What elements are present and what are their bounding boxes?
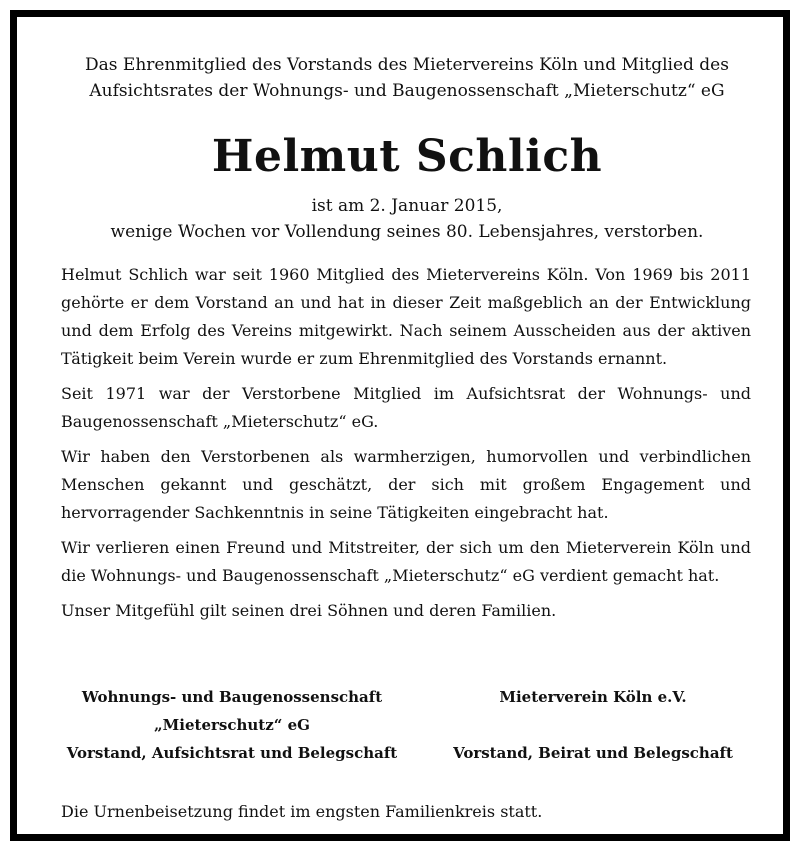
- intro-text: [57, 52, 757, 104]
- signature-cooperative-name: Wohnungs- und Baugenossenschaft: [81, 688, 383, 706]
- death-date-line: ist am 2. Januar 2015,: [311, 196, 503, 216]
- obituary-body: [61, 261, 751, 632]
- signature-tenants-association-name: Mieterverein Köln e.V.: [499, 688, 687, 706]
- death-detail-line: wenige Wochen vor Vollendung seines 80. Lebensjahres, verstorben.: [110, 222, 704, 242]
- paragraph-condolences: Unser Mitgefühl gilt seinen drei Söhnen und deren Familien.: [61, 601, 557, 620]
- signature-cooperative-members: Vorstand, Aufsichtsrat und Belegschaft: [66, 744, 398, 762]
- death-notice: [57, 193, 757, 245]
- paragraph-loss: Wir verlieren einen Freund und Mitstreiter, der sich um den Mieterverein Köln und die Wohnungs- und Baugenossenschaft „Mieterschutz“ eG verdient gemacht hat.: [61, 538, 751, 585]
- intro-line-1: Das Ehrenmitglied des Vorstands des Mietervereins Köln und Mitglied des: [85, 55, 729, 75]
- burial-note-text: Die Urnenbeisetzung findet im engsten Familienkreis statt.: [61, 802, 543, 821]
- paragraph-biography: Helmut Schlich war seit 1960 Mitglied des Mietervereins Köln. Von 1969 bis 2011 gehörte er dem Vorstand an und hat in dieser Zeit maßgeblich an der Entwicklung und dem Erfolg des Vereins mitgewirkt. Nach seinem Ausscheiden aus der aktiven Tätigkeit beim Verein wurde er zum Ehrenmitglied des Vorstands ernannt.: [61, 265, 751, 368]
- obituary-notice: [10, 10, 790, 841]
- signature-tenants-association-members: Vorstand, Beirat und Belegschaft: [453, 744, 733, 762]
- paragraph-supervisory-board: Seit 1971 war der Verstorbene Mitglied im Aufsichtsrat der Wohnungs- und Baugenossenschaft „Mieterschutz“ eG.: [61, 384, 751, 431]
- signature-cooperative-name-2: „Mieterschutz“ eG: [154, 716, 310, 734]
- intro-line-2: Aufsichtsrates der Wohnungs- und Baugenossenschaft „Mieterschutz“ eG: [89, 81, 725, 101]
- signature-tenants-association: [429, 683, 757, 767]
- burial-note: [61, 798, 751, 826]
- paragraph-character: Wir haben den Verstorbenen als warmherzigen, humorvollen und verbindlichen Menschen gekannt und geschätzt, der sich mit großem Engagement und hervorragender Sachkenntnis in seine Tätigkeiten eingebracht hat.: [61, 447, 751, 522]
- signature-cooperative: [57, 683, 407, 767]
- deceased-name: Helmut Schlich: [211, 131, 603, 182]
